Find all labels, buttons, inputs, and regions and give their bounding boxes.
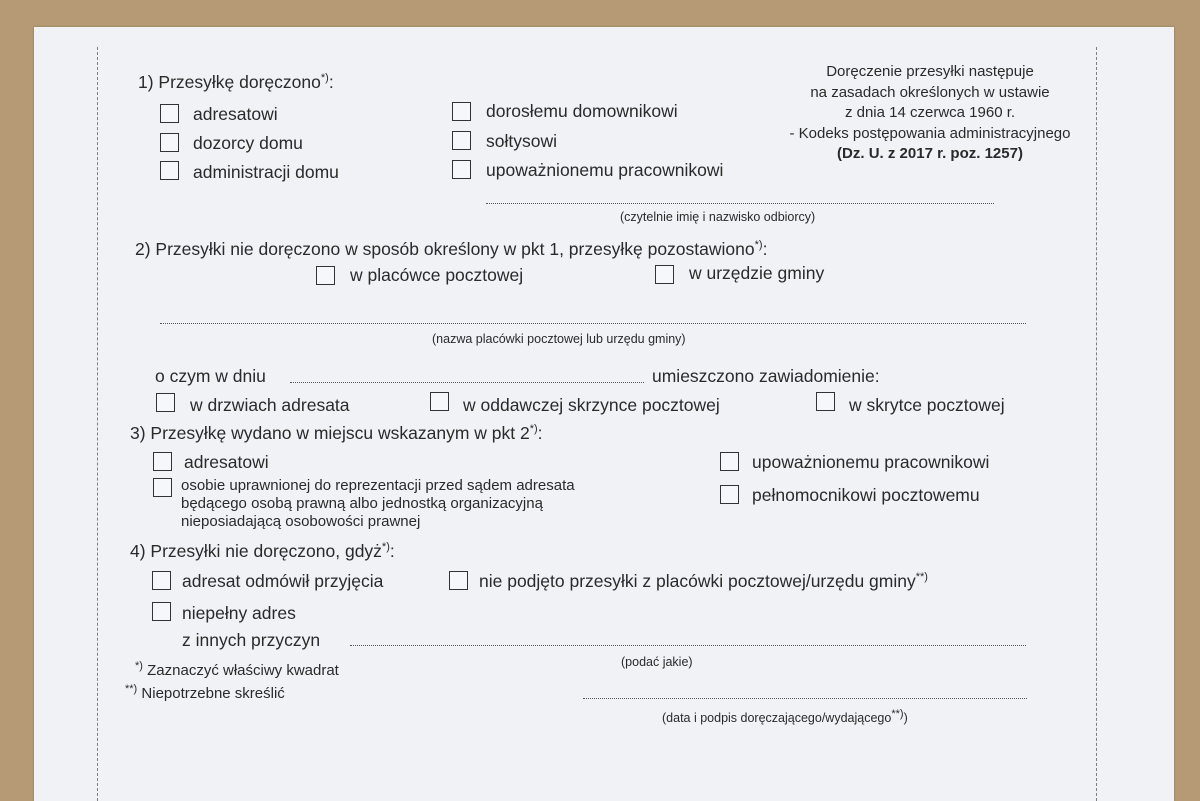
option-label-line: osobie uprawnionej do reprezentacji przed sądem adresata <box>181 477 575 494</box>
option-label: adresatowi <box>184 452 269 472</box>
recipient-name-caption: (czytelnie imię i nazwisko odbiorcy) <box>620 210 816 224</box>
signature-caption: (data i podpis doręczającego/wydającego**)) <box>662 708 908 726</box>
notice-date-prefix: o czym w dniu <box>155 366 266 386</box>
legal-notice-line: na zasadach określonych w ustawie <box>810 83 1050 101</box>
footnote-2: **) Niepotrzebne skreślić <box>125 683 285 702</box>
other-reasons-label: z innych przyczyn <box>182 630 321 650</box>
legal-notice-citation: (Dz. U. z 2017 r. poz. 1257) <box>837 145 1023 162</box>
checkbox-door[interactable] <box>156 393 175 412</box>
representative-option <box>181 477 575 531</box>
checkbox-not-collected[interactable] <box>449 571 468 590</box>
option-label-line: nieposiadającą osobowości prawnej <box>181 513 421 530</box>
checkbox-addressee[interactable] <box>160 104 179 123</box>
option-label: dorosłemu domownikowi <box>486 101 678 121</box>
checkbox-post-office[interactable] <box>316 266 335 285</box>
legal-notice-line: z dnia 14 czerwca 1960 r. <box>844 104 1016 121</box>
option-label: pełnomocnikowi pocztowemu <box>752 485 980 505</box>
perforation-left <box>97 47 98 801</box>
option-label: dozorcy domu <box>193 133 303 153</box>
checkbox-addressee[interactable] <box>153 452 172 471</box>
checkbox-building-administration[interactable] <box>160 161 179 180</box>
checkbox-incomplete-address[interactable] <box>152 602 171 621</box>
signature-line[interactable] <box>583 698 1027 699</box>
legal-notice-line: - Kodeks postępowania administracyjnego <box>789 124 1071 142</box>
checkbox-authorized-employee[interactable] <box>452 160 471 179</box>
checkbox-building-caretaker[interactable] <box>160 133 179 152</box>
option-label: sołtysowi <box>486 131 557 151</box>
section2-heading: 2) Przesyłki nie doręczono w sposób określony w pkt 1, przesyłkę pozostawiono*): <box>135 239 768 259</box>
option-label-line: będącego osobą prawną albo jednostką organizacyjną <box>181 495 543 512</box>
notice-date-suffix: umieszczono zawiadomienie: <box>652 366 880 386</box>
place-name-caption: (nazwa placówki pocztowej lub urzędu gminy) <box>432 332 686 346</box>
notice-date-line[interactable] <box>290 382 644 383</box>
option-label: upoważnionemu pracownikowi <box>486 160 724 180</box>
other-reasons-caption: (podać jakie) <box>621 655 693 669</box>
option-label: adresatowi <box>193 104 278 124</box>
perforation-right <box>1096 47 1097 801</box>
checkbox-refused[interactable] <box>152 571 171 590</box>
section4-heading: 4) Przesyłki nie doręczono, gdyż*): <box>130 541 395 561</box>
footnote-1: *) Zaznaczyć właściwy kwadrat <box>135 660 339 679</box>
section3-heading: 3) Przesyłkę wydano w miejscu wskazanym w pkt 2*): <box>130 423 543 443</box>
option-label: w oddawczej skrzynce pocztowej <box>463 395 720 415</box>
checkbox-authorized-employee[interactable] <box>720 452 739 471</box>
option-label: upoważnionemu pracownikowi <box>752 452 990 472</box>
checkbox-village-head[interactable] <box>452 131 471 150</box>
checkbox-legal-representative[interactable] <box>153 478 172 497</box>
option-label: w urzędzie gminy <box>689 263 825 283</box>
option-label: w drzwiach adresata <box>190 395 350 415</box>
option-label: w skrytce pocztowej <box>849 395 1005 415</box>
checkbox-mailbox[interactable] <box>430 392 449 411</box>
option-label: w placówce pocztowej <box>350 265 524 285</box>
place-name-line[interactable] <box>160 323 1026 324</box>
option-label: adresat odmówił przyjęcia <box>182 571 384 591</box>
option-label: administracji domu <box>193 162 339 182</box>
legal-notice <box>765 62 1095 165</box>
other-reasons-line[interactable] <box>350 645 1026 646</box>
checkbox-adult-household-member[interactable] <box>452 102 471 121</box>
section1-heading: 1) Przesyłkę doręczono*): <box>138 72 334 92</box>
checkbox-postal-proxy[interactable] <box>720 485 739 504</box>
option-label: niepełny adres <box>182 603 296 623</box>
checkbox-po-box[interactable] <box>816 392 835 411</box>
legal-notice-line: Doręczenie przesyłki następuje <box>826 63 1034 80</box>
checkbox-municipal-office[interactable] <box>655 265 674 284</box>
not-collected-option: nie podjęto przesyłki z placówki pocztowej/urzędu gminy**) <box>479 571 928 591</box>
recipient-name-line[interactable] <box>486 203 994 204</box>
